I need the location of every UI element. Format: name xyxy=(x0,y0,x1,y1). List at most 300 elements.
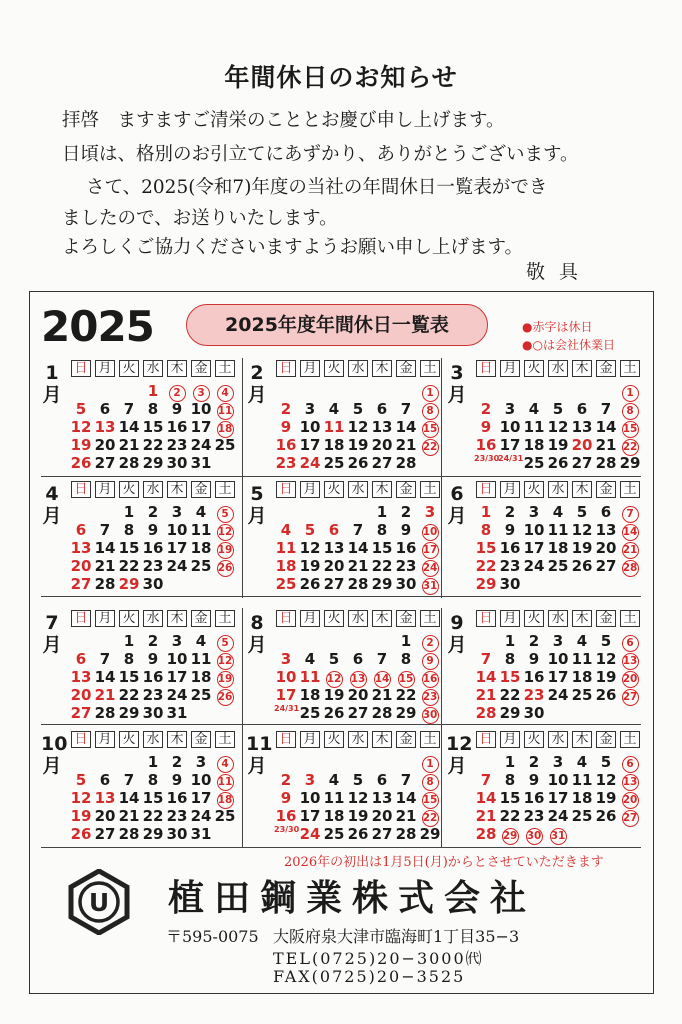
weekday-header: 日 xyxy=(276,481,296,498)
month-label: 5月 xyxy=(247,483,267,527)
day-cell: 10 xyxy=(190,400,212,418)
day-cell: 14 xyxy=(395,418,417,436)
circled-day: 27 xyxy=(622,689,639,706)
day-cell: 12 xyxy=(347,418,369,436)
legend-holiday: ●赤字は休日 xyxy=(522,320,593,334)
month-label: 6月 xyxy=(447,483,467,527)
day-cell: 25 xyxy=(190,686,212,704)
day-cell: 15 xyxy=(118,668,140,686)
day-cell: 6 xyxy=(576,400,588,418)
day-cell: 7 xyxy=(400,400,412,418)
day-cell: 15 xyxy=(475,539,497,557)
weekday-header: 土 xyxy=(620,731,640,748)
day-cell xyxy=(418,771,442,791)
circled-day: 16 xyxy=(422,671,439,688)
day-cell: 21 xyxy=(475,686,497,704)
day-cell xyxy=(213,557,237,577)
day-cell: 26 xyxy=(595,686,617,704)
day-cell: 3 xyxy=(171,632,183,650)
day-cell: 25 xyxy=(214,436,236,454)
grid-divider xyxy=(41,596,641,597)
day-cell: 18 xyxy=(571,668,593,686)
day-cell: 22 xyxy=(142,807,164,825)
new-year-notice: 2026年の初出は1月5日(月)からとさせていただきます xyxy=(284,855,604,870)
day-cell: 1 xyxy=(400,632,412,650)
day-cell: 14 xyxy=(475,789,497,807)
circled-day: 31 xyxy=(422,578,439,595)
day-cell: 10 xyxy=(523,521,545,539)
day-cell: 12 xyxy=(547,418,569,436)
day-cell: 1 xyxy=(480,503,492,521)
day-cell: 4 xyxy=(328,400,340,418)
day-cell: 8 xyxy=(123,521,135,539)
day-cell: 19 xyxy=(323,686,345,704)
day-cell: 26 xyxy=(70,825,92,843)
day-cell: 28 xyxy=(475,825,497,843)
day-cell: 24 xyxy=(166,557,188,575)
day-cell: 3 xyxy=(195,753,207,771)
notice-title: 年間休日のお知らせ xyxy=(224,63,458,92)
day-cell xyxy=(618,539,642,559)
day-cell: 31 xyxy=(190,825,212,843)
day-cell: 23 xyxy=(395,557,417,575)
day-cell xyxy=(213,789,237,809)
circled-day: 11 xyxy=(217,403,234,420)
weekday-header: 水 xyxy=(143,610,163,627)
month-block xyxy=(444,479,645,599)
month-label: 3月 xyxy=(447,362,467,406)
grid-divider xyxy=(242,608,243,848)
day-cell: 26 xyxy=(323,704,345,722)
weekday-header: 日 xyxy=(476,731,496,748)
weekday-header: 土 xyxy=(420,481,440,498)
day-cell: 10 xyxy=(275,668,297,686)
circled-day: 1 xyxy=(622,385,639,402)
day-cell xyxy=(618,418,642,438)
weekday-header: 水 xyxy=(548,481,568,498)
circled-day: 8 xyxy=(422,774,439,791)
weekday-header: 水 xyxy=(143,360,163,377)
day-cell: 22 xyxy=(371,557,393,575)
weekday-header: 日 xyxy=(476,360,496,377)
day-cell: 29 xyxy=(619,454,641,472)
day-cell: 1 xyxy=(504,632,516,650)
day-cell: 5 xyxy=(352,771,364,789)
day-cell xyxy=(165,382,189,402)
day-cell: 15 xyxy=(499,789,521,807)
day-cell: 14 xyxy=(118,418,140,436)
day-cell: 22 xyxy=(118,686,140,704)
weekday-header: 金 xyxy=(191,481,211,498)
notice-line-4: ましたので、お送りいたします。 xyxy=(62,208,338,229)
day-cell xyxy=(418,807,442,827)
day-cell: 18 xyxy=(190,539,212,557)
weekday-header: 水 xyxy=(143,731,163,748)
day-cell: 11 xyxy=(523,418,545,436)
month-block xyxy=(244,358,445,478)
weekday-header: 火 xyxy=(524,360,544,377)
company-name: 植田鋼業株式会社 xyxy=(168,878,537,919)
company-address: 大阪府泉大津市臨海町1丁目35−3 xyxy=(273,927,520,946)
weekday-header: 日 xyxy=(71,360,91,377)
day-cell: 11 xyxy=(299,668,321,686)
weekday-header: 木 xyxy=(167,360,187,377)
weekday-header: 木 xyxy=(167,481,187,498)
circled-day: 13 xyxy=(350,671,367,688)
day-cell xyxy=(418,575,442,595)
circled-day: 17 xyxy=(422,542,439,559)
grid-divider xyxy=(242,358,243,598)
day-cell: 17 xyxy=(275,686,297,704)
calendar-year: 2025 xyxy=(41,302,154,351)
day-cell: 3 xyxy=(304,771,316,789)
day-cell: 9 xyxy=(480,418,492,436)
day-cell: 5 xyxy=(75,771,87,789)
day-cell: 19 xyxy=(547,436,569,454)
day-cell: 5 xyxy=(576,503,588,521)
day-cell: 11 xyxy=(323,418,345,436)
day-cell: 6 xyxy=(376,771,388,789)
circled-day: 27 xyxy=(622,810,639,827)
day-cell: 10 xyxy=(299,789,321,807)
day-cell: 13 xyxy=(371,789,393,807)
day-cell: 2 xyxy=(147,503,159,521)
day-cell: 3 xyxy=(171,503,183,521)
day-cell: 8 xyxy=(504,650,516,668)
weekday-header: 土 xyxy=(420,731,440,748)
circled-day: 30 xyxy=(526,828,543,845)
circled-day: 26 xyxy=(217,560,234,577)
day-cell: 27 xyxy=(70,575,92,593)
circled-day: 11 xyxy=(217,774,234,791)
day-cell: 21 xyxy=(347,557,369,575)
day-cell: 27 xyxy=(571,454,593,472)
weekday-header: 土 xyxy=(420,360,440,377)
day-cell: 5 xyxy=(552,400,564,418)
day-cell: 18 xyxy=(275,557,297,575)
weekday-header: 土 xyxy=(620,481,640,498)
day-cell: 3 xyxy=(424,503,436,521)
day-cell: 4 xyxy=(528,400,540,418)
day-cell: 25 xyxy=(299,704,321,722)
day-cell xyxy=(618,807,642,827)
month-block xyxy=(39,729,240,849)
circled-day: 4 xyxy=(217,385,234,402)
day-cell: 18 xyxy=(299,686,321,704)
day-cell xyxy=(418,686,442,706)
day-cell: 21 xyxy=(118,436,140,454)
weekday-header: 火 xyxy=(119,481,139,498)
month-label: 11月 xyxy=(246,733,273,777)
day-cell: 29 xyxy=(118,575,140,593)
grid-divider xyxy=(41,724,641,725)
day-cell: 5 xyxy=(328,650,340,668)
day-cell: 26 xyxy=(299,575,321,593)
day-cell: 21 xyxy=(118,807,140,825)
day-cell: 20 xyxy=(595,539,617,557)
day-cell: 2 xyxy=(171,753,183,771)
day-cell: 2 xyxy=(147,632,159,650)
day-cell: 23/30 xyxy=(274,825,300,834)
day-cell: 4 xyxy=(195,503,207,521)
day-cell: 1 xyxy=(376,503,388,521)
day-cell xyxy=(322,668,346,688)
day-cell: 11 xyxy=(547,521,569,539)
day-cell: 4 xyxy=(576,632,588,650)
weekday-header: 月 xyxy=(95,481,115,498)
day-cell: 5 xyxy=(600,632,612,650)
day-cell: 28 xyxy=(118,454,140,472)
day-cell: 3 xyxy=(280,650,292,668)
day-cell: 9 xyxy=(528,771,540,789)
day-cell: 30 xyxy=(523,704,545,722)
weekday-header: 火 xyxy=(524,731,544,748)
day-cell: 25 xyxy=(523,454,545,472)
day-cell xyxy=(418,650,442,670)
day-cell: 25 xyxy=(571,807,593,825)
circled-day: 22 xyxy=(422,439,439,456)
day-cell: 2 xyxy=(280,400,292,418)
notice-line-5: よろしくご協力くださいますようお願い申し上げます。 xyxy=(62,237,524,258)
day-cell: 10 xyxy=(299,418,321,436)
weekday-header: 日 xyxy=(476,481,496,498)
day-cell: 19 xyxy=(347,436,369,454)
day-cell: 14 xyxy=(94,668,116,686)
day-cell: 10 xyxy=(547,771,569,789)
day-cell: 7 xyxy=(480,650,492,668)
day-cell: 14 xyxy=(395,789,417,807)
day-cell: 23 xyxy=(523,807,545,825)
weekday-header: 月 xyxy=(95,360,115,377)
day-cell xyxy=(618,503,642,523)
day-cell: 20 xyxy=(323,557,345,575)
day-cell: 22 xyxy=(475,557,497,575)
day-cell: 9 xyxy=(147,650,159,668)
day-cell: 13 xyxy=(94,418,116,436)
weekday-header: 月 xyxy=(300,481,320,498)
circled-day: 1 xyxy=(422,385,439,402)
weekday-header: 火 xyxy=(119,731,139,748)
day-cell: 10 xyxy=(499,418,521,436)
day-cell: 21 xyxy=(94,686,116,704)
day-cell: 16 xyxy=(166,418,188,436)
weekday-header: 火 xyxy=(119,360,139,377)
day-cell: 6 xyxy=(352,650,364,668)
circled-day: 31 xyxy=(550,828,567,845)
day-cell: 27 xyxy=(94,825,116,843)
circled-day: 8 xyxy=(622,403,639,420)
day-cell: 3 xyxy=(528,503,540,521)
day-cell: 9 xyxy=(171,400,183,418)
grid-divider xyxy=(41,476,641,477)
day-cell: 1 xyxy=(147,382,159,400)
day-cell xyxy=(213,686,237,706)
circled-day: 12 xyxy=(217,524,234,541)
day-cell: 16 xyxy=(499,539,521,557)
weekday-header: 日 xyxy=(71,610,91,627)
weekday-header: 日 xyxy=(276,731,296,748)
day-cell: 10 xyxy=(547,650,569,668)
day-cell: 24 xyxy=(547,807,569,825)
day-cell: 26 xyxy=(347,825,369,843)
legend-company-closed: ●○は会社休業日 xyxy=(522,338,615,352)
day-cell: 9 xyxy=(400,521,412,539)
weekday-header: 日 xyxy=(276,360,296,377)
day-cell: 24 xyxy=(547,686,569,704)
weekday-header: 金 xyxy=(191,731,211,748)
circled-day: 12 xyxy=(217,653,234,670)
circled-day: 18 xyxy=(217,421,234,438)
day-cell: 8 xyxy=(376,521,388,539)
circled-day: 6 xyxy=(622,635,639,652)
circled-day: 26 xyxy=(217,689,234,706)
circled-day: 20 xyxy=(622,671,639,688)
day-cell xyxy=(498,825,522,845)
weekday-header: 火 xyxy=(324,610,344,627)
weekday-header: 火 xyxy=(324,360,344,377)
day-cell: 29 xyxy=(142,825,164,843)
day-cell: 30 xyxy=(142,575,164,593)
circled-day: 15 xyxy=(422,421,439,438)
day-cell xyxy=(618,557,642,577)
day-cell: 16 xyxy=(475,436,497,454)
day-cell: 1 xyxy=(123,632,135,650)
weekday-header: 火 xyxy=(524,481,544,498)
month-label: 10月 xyxy=(41,733,68,777)
day-cell: 13 xyxy=(571,418,593,436)
day-cell: 29 xyxy=(419,825,441,843)
day-cell: 6 xyxy=(376,400,388,418)
day-cell: 9 xyxy=(280,418,292,436)
logo-letter: U xyxy=(88,888,110,917)
day-cell: 8 xyxy=(504,771,516,789)
day-cell: 24 xyxy=(299,825,321,843)
day-cell: 17 xyxy=(190,789,212,807)
day-cell: 15 xyxy=(142,418,164,436)
day-cell: 14 xyxy=(475,668,497,686)
day-cell xyxy=(546,825,570,845)
day-cell: 13 xyxy=(70,668,92,686)
circled-day: 13 xyxy=(622,774,639,791)
closing-salutation: 敬具 xyxy=(526,261,593,283)
month-block xyxy=(244,479,445,599)
day-cell: 3 xyxy=(552,632,564,650)
day-cell: 3 xyxy=(552,753,564,771)
weekday-header: 金 xyxy=(396,610,416,627)
day-cell: 30 xyxy=(166,454,188,472)
day-cell: 15 xyxy=(499,668,521,686)
day-cell: 16 xyxy=(395,539,417,557)
circled-day: 4 xyxy=(217,756,234,773)
day-cell: 6 xyxy=(328,521,340,539)
day-cell: 3 xyxy=(504,400,516,418)
day-cell: 11 xyxy=(571,650,593,668)
day-cell: 19 xyxy=(299,557,321,575)
month-block xyxy=(39,479,240,599)
circled-day: 19 xyxy=(217,542,234,559)
day-cell: 18 xyxy=(323,807,345,825)
weekday-header: 木 xyxy=(572,731,592,748)
day-cell: 29 xyxy=(142,454,164,472)
day-cell: 19 xyxy=(595,668,617,686)
day-cell: 29 xyxy=(395,704,417,722)
day-cell: 16 xyxy=(142,539,164,557)
circled-day: 19 xyxy=(217,671,234,688)
day-cell: 26 xyxy=(347,454,369,472)
day-cell: 27 xyxy=(371,825,393,843)
day-cell: 11 xyxy=(190,521,212,539)
circled-day: 29 xyxy=(502,828,519,845)
weekday-header: 月 xyxy=(300,610,320,627)
day-cell: 12 xyxy=(70,418,92,436)
day-cell: 8 xyxy=(147,400,159,418)
month-label: 7月 xyxy=(42,612,62,656)
day-cell: 11 xyxy=(323,789,345,807)
day-cell: 19 xyxy=(347,807,369,825)
day-cell: 4 xyxy=(328,771,340,789)
day-cell: 23/30 xyxy=(474,454,500,463)
day-cell: 17 xyxy=(547,668,569,686)
day-cell xyxy=(418,382,442,402)
weekday-header: 木 xyxy=(372,360,392,377)
weekday-header: 月 xyxy=(300,360,320,377)
day-cell: 4 xyxy=(280,521,292,539)
day-cell: 5 xyxy=(75,400,87,418)
day-cell: 24 xyxy=(523,557,545,575)
circled-day: 2 xyxy=(422,635,439,652)
weekday-header: 月 xyxy=(500,610,520,627)
day-cell: 19 xyxy=(70,807,92,825)
day-cell: 16 xyxy=(275,807,297,825)
day-cell xyxy=(213,771,237,791)
day-cell: 30 xyxy=(499,575,521,593)
grid-divider xyxy=(441,608,442,848)
circled-day: 1 xyxy=(422,756,439,773)
day-cell: 7 xyxy=(376,650,388,668)
weekday-header: 木 xyxy=(167,610,187,627)
day-cell xyxy=(418,789,442,809)
day-cell xyxy=(213,539,237,559)
day-cell: 16 xyxy=(166,789,188,807)
day-cell: 18 xyxy=(190,668,212,686)
day-cell: 24 xyxy=(190,436,212,454)
day-cell: 15 xyxy=(371,539,393,557)
day-cell xyxy=(618,686,642,706)
day-cell: 28 xyxy=(371,704,393,722)
day-cell: 20 xyxy=(371,807,393,825)
day-cell: 23 xyxy=(142,557,164,575)
day-cell: 7 xyxy=(99,650,111,668)
day-cell xyxy=(418,753,442,773)
day-cell: 20 xyxy=(371,436,393,454)
notice-line-1: 拝啓 ますますご清栄のこととお慶び申し上げます。 xyxy=(62,110,505,131)
day-cell: 1 xyxy=(504,753,516,771)
circled-day: 14 xyxy=(622,524,639,541)
day-cell: 27 xyxy=(70,704,92,722)
day-cell: 23 xyxy=(142,686,164,704)
day-cell xyxy=(618,650,642,670)
day-cell: 5 xyxy=(304,521,316,539)
day-cell: 7 xyxy=(123,400,135,418)
month-block xyxy=(444,729,645,849)
day-cell xyxy=(418,632,442,652)
day-cell: 11 xyxy=(275,539,297,557)
notice-line-3: さて、2025(令和7)年度の当社の年間休日一覧表ができ xyxy=(86,177,548,198)
month-block xyxy=(244,729,445,849)
weekday-header: 金 xyxy=(191,610,211,627)
day-cell xyxy=(213,632,237,652)
day-cell xyxy=(213,650,237,670)
